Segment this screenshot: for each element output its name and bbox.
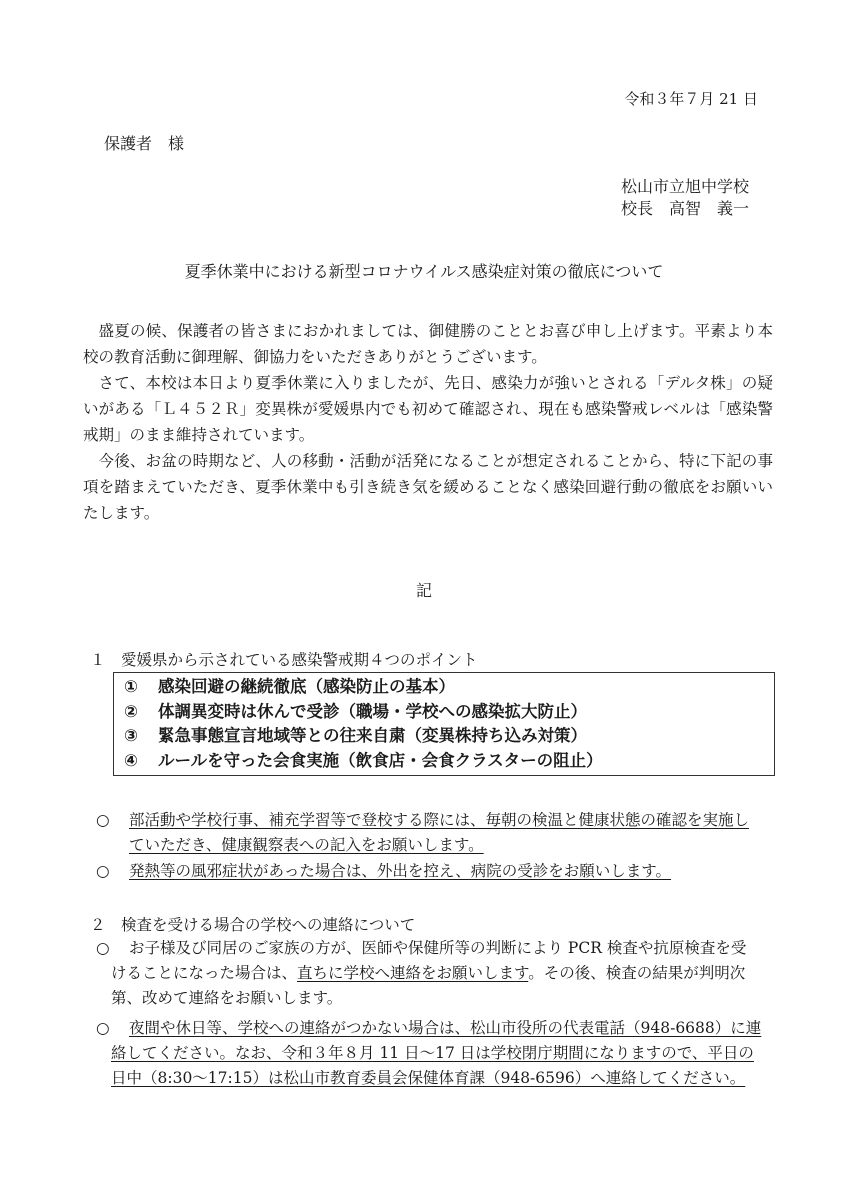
note-line — [111, 961, 780, 986]
point-number: ③ — [124, 726, 138, 745]
section1-heading: １ 愛媛県から示されている感染警戒期４つのポイント — [90, 651, 478, 669]
addressee: 保護者 様 — [104, 134, 185, 153]
note-line: 部活動や学校行事、補充学習等で登校する際には、毎朝の検温と健康状態の確認を実施し — [129, 811, 750, 829]
note-line: ていただき、健康観察表への記入をお願いします。 — [129, 836, 484, 854]
intro-paragraph-1: 盛夏の候、保護者の皆さまにおかれましては、御健勝のこととお喜び申し上げます。平素より本校の教育活動に御理解、御協力をいただきありがとうございます。 — [83, 322, 773, 366]
note-line: 日中（8:30～17:15）は松山市教育委員会保健体育課（948-6596）へ連絡してください。 — [111, 1069, 746, 1087]
note-text: 絡してください。なお、 — [111, 1044, 282, 1062]
intro-paragraph-3: 今後、お盆の時期など、人の移動・活動が活発になることが想定されることから、特に下記の事項を踏まえていただき、夏季休業中も引き続き気を緩めることなく感染回避行動の徹底をお願いいたします。 — [83, 452, 773, 522]
note-line: 発熱等の風邪症状があった場合は、外出を控え、病院の受診をお願いします。 — [129, 862, 672, 880]
sender-principal: 校長 高智 義一 — [621, 199, 750, 218]
point-text: 緊急事態宣言地域等との往来自粛（変異株持ち込み対策） — [158, 726, 587, 745]
circle-bullet-icon: ○ — [96, 811, 110, 829]
circle-bullet-icon: ○ — [96, 1019, 110, 1037]
sender-school: 松山市立旭中学校 — [621, 177, 750, 196]
section1-note-club-activities — [96, 808, 780, 858]
points-box — [113, 672, 775, 776]
note-line — [111, 1041, 780, 1066]
point-number: ① — [124, 677, 138, 696]
note-line: 夜間や休日等、学校への連絡がつかない場合は、松山市役所の代表電話（948-6688）に連 — [129, 1019, 762, 1037]
point-item — [124, 675, 764, 700]
circle-bullet-icon: ○ — [96, 939, 110, 957]
section2-note-testing — [96, 936, 780, 1011]
ki-heading: 記 — [415, 581, 432, 600]
note-text-emphasis: 直ちに学校へ連絡をお願いします — [297, 964, 529, 982]
circle-bullet-icon: ○ — [96, 862, 110, 880]
point-number: ② — [124, 701, 138, 721]
point-item — [124, 749, 764, 774]
point-number: ④ — [124, 750, 138, 770]
section2-heading: ２ 検査を受ける場合の学校への連絡について — [90, 916, 416, 934]
point-item — [124, 700, 764, 725]
note-line: お子様及び同居のご家族の方が、医師や保健所等の判断により PCR 検査や抗原検査を受 — [129, 939, 747, 957]
section2-note-after-hours — [96, 1016, 780, 1091]
section1-note-fever — [96, 859, 780, 884]
document-title: 夏季休業中における新型コロナウイルス感染症対策の徹底について — [184, 262, 664, 281]
note-text: 。その後、検査の結果が判明次 — [528, 964, 746, 982]
note-line: 第、改めて連絡をお願いします。 — [111, 989, 343, 1007]
point-text: 感染回避の継続徹底（感染防止の基本） — [158, 677, 455, 696]
document-date: 令和３年７月 21 日 — [624, 90, 758, 108]
intro-text — [83, 318, 773, 526]
point-text: ルールを守った会食実施（飲食店・会食クラスターの阻止） — [158, 750, 603, 770]
note-text-emphasis: 令和３年８月 11 日～17 日は学校閉庁期間になりますので、平日の — [281, 1044, 754, 1062]
point-text: 体調異変時は休んで受診（職場・学校への感染拡大防止） — [158, 701, 587, 721]
intro-paragraph-2: さて、本校は本日より夏季休業に入りましたが、先日、感染力が強いとされる「デルタ株」の疑いがある「Ｌ４５２Ｒ」変異株が愛媛県内でも初めて確認され、現在も感染警戒レベルは「感染警戒期」のまま維持されています。 — [83, 374, 773, 444]
note-text: けることになった場合は、 — [111, 964, 298, 982]
point-item — [124, 724, 764, 749]
